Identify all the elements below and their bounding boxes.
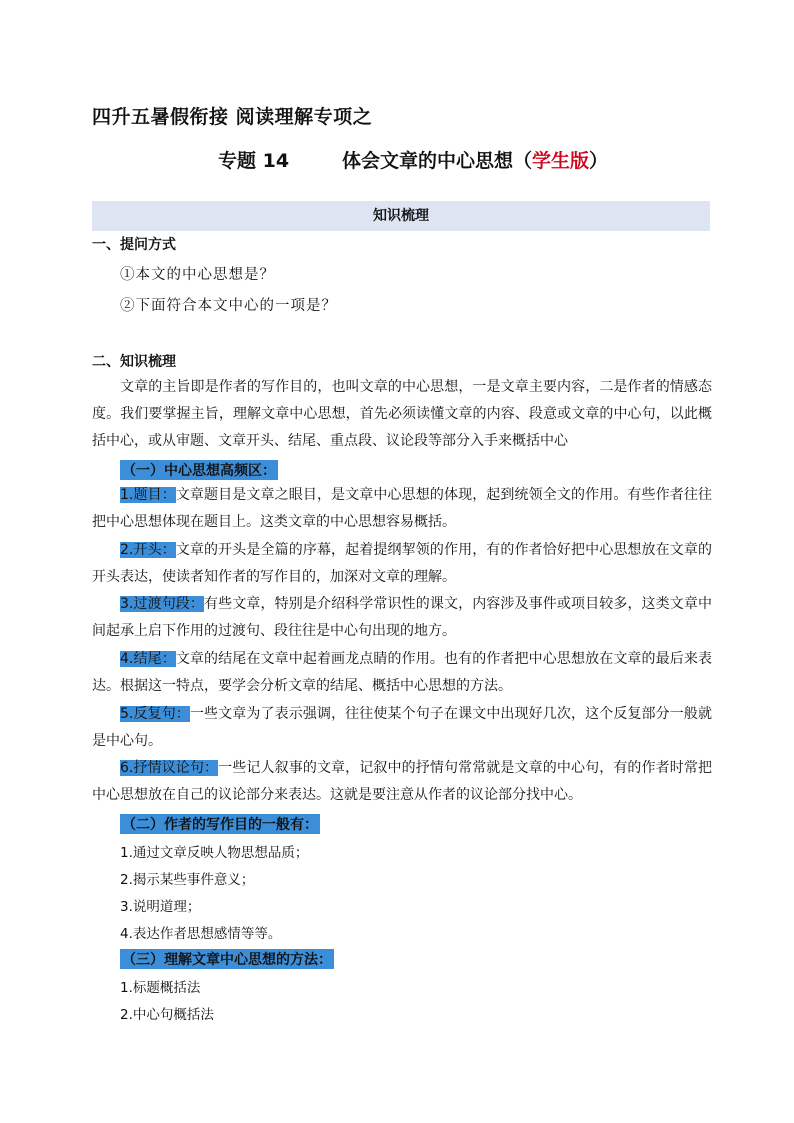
point-repetition bbox=[92, 701, 712, 755]
doc-title: 四升五暑假衔接 阅读理解专项之 bbox=[92, 106, 373, 128]
section-heading-2: 二、知识梳理 bbox=[92, 354, 176, 370]
point-ending bbox=[92, 646, 712, 700]
subtitle-paren-open: （ bbox=[512, 150, 532, 172]
point-title bbox=[92, 482, 712, 536]
purpose-item-3: 3.说明道理； bbox=[120, 899, 201, 915]
point-ending-label: 4.结尾： bbox=[120, 651, 176, 667]
point-repetition-label: 5.反复句： bbox=[120, 706, 190, 722]
point-transition-label: 3.过渡句段： bbox=[120, 596, 205, 612]
point-title-label: 1.题目： bbox=[120, 487, 176, 503]
purpose-item-4: 4.表达作者思想感情等等。 bbox=[120, 926, 282, 942]
point-lyrical-text: 一些记人叙事的文章，记叙中的抒情句常常就是文章的中心句，有的作者时常把中心思想放在自己的议论部分来表达。这就是要注意从作者的议论部分找中心。 bbox=[92, 760, 713, 803]
point-opening-text: 文章的开头是全篇的序幕，起着提纲挈领的作用，有的作者恰好把中心思想放在文章的开头表达，使读者知作者的写作目的，加深对文章的理解。 bbox=[92, 542, 712, 585]
section-heading-1: 一、提问方式 bbox=[92, 237, 176, 253]
point-opening-label: 2.开头： bbox=[120, 542, 176, 558]
point-ending-text: 文章的结尾在文章中起着画龙点睛的作用。也有的作者把中心思想放在文章的最后来表达。根据这一特点，要学会分析文章的结尾、概括中心思想的方法。 bbox=[92, 651, 712, 694]
section-banner: 知识梳理 bbox=[92, 201, 710, 231]
subheading-high-freq: （一）中心思想高频区： bbox=[120, 460, 278, 480]
purpose-item-1: 1.通过文章反映人物思想品质； bbox=[120, 845, 309, 861]
point-transition-text: 有些文章，特别是介绍科学常识性的课文，内容涉及事件或项目较多，这类文章中间起承上启下作用的过渡句、段往往是中心句出现的地方。 bbox=[92, 596, 713, 639]
subtitle-main: 专题 14 体会文章的中心思想 bbox=[218, 150, 513, 172]
subheading-methods: （三）理解文章中心思想的方法： bbox=[120, 949, 334, 969]
point-lyrical bbox=[92, 755, 712, 809]
point-transition bbox=[92, 591, 712, 645]
subheading-purpose: （二）作者的写作目的一般有： bbox=[120, 814, 320, 834]
question-2: ②下面符合本文中心的一项是？ bbox=[120, 298, 337, 314]
point-lyrical-label: 6.抒情议论句： bbox=[120, 760, 219, 776]
method-item-1: 1.标题概括法 bbox=[120, 980, 201, 996]
purpose-item-2: 2.揭示某些事件意义； bbox=[120, 872, 255, 888]
point-opening bbox=[92, 537, 712, 591]
subtitle-version: 学生版 bbox=[532, 150, 590, 172]
point-title-text: 文章题目是文章之眼目，是文章中心思想的体现，起到统领全文的作用。有些作者往往把中心思想体现在题目上。这类文章的中心思想容易概括。 bbox=[92, 487, 712, 530]
method-item-2: 2.中心句概括法 bbox=[120, 1007, 214, 1023]
doc-subtitle bbox=[218, 146, 608, 173]
intro-paragraph: 文章的主旨即是作者的写作目的，也叫文章的中心思想，一是文章主要内容，二是作者的情感态度。我们要掌握主旨，理解文章中心思想，首先必须读懂文章的内容、段意或文章的中心句，以此概括中心，或从审题、文章开头、结尾、重点段、议论段等部分入手来概括中心 bbox=[92, 379, 712, 449]
question-1: ①本文的中心思想是？ bbox=[120, 267, 275, 283]
point-repetition-text: 一些文章为了表示强调，往往使某个句子在课文中出现好几次，这个反复部分一般就是中心句。 bbox=[92, 706, 713, 749]
subtitle-paren-close: ） bbox=[589, 150, 609, 172]
